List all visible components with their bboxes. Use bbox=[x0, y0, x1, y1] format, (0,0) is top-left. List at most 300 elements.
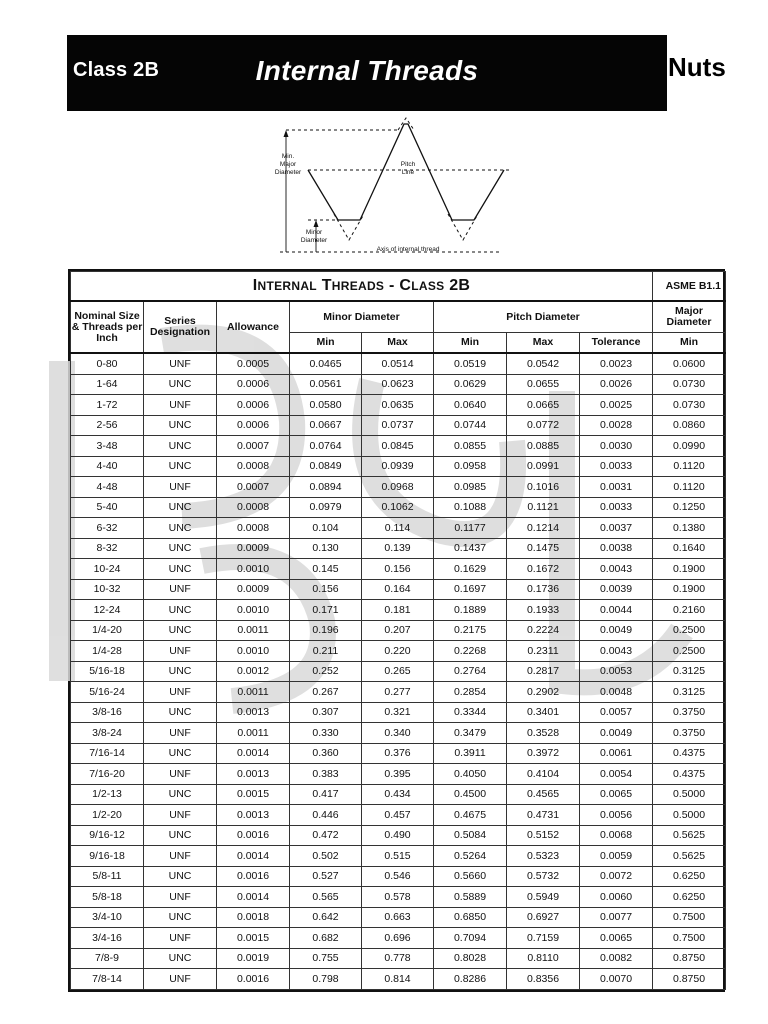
table-row bbox=[71, 518, 726, 539]
cell-minor-min: 0.527 bbox=[290, 866, 362, 887]
cell-minor-max: 0.515 bbox=[362, 846, 434, 867]
cell-pitch-max: 0.0665 bbox=[507, 395, 580, 416]
table-row bbox=[71, 887, 726, 908]
cell-tolerance: 0.0082 bbox=[580, 948, 653, 969]
cell-minor-max: 0.663 bbox=[362, 907, 434, 928]
table-row bbox=[71, 600, 726, 621]
cell-nominal-size: 9/16-12 bbox=[71, 825, 144, 846]
table-row bbox=[71, 723, 726, 744]
cell-minor-min: 0.196 bbox=[290, 620, 362, 641]
cell-tolerance: 0.0072 bbox=[580, 866, 653, 887]
minor-diameter-label-2: Diameter bbox=[300, 237, 328, 244]
cell-nominal-size: 1/4-20 bbox=[71, 620, 144, 641]
cell-series: UNC bbox=[144, 600, 217, 621]
cell-major-min: 0.6250 bbox=[653, 866, 726, 887]
cell-minor-max: 0.0623 bbox=[362, 374, 434, 395]
table-row bbox=[71, 538, 726, 559]
cell-series: UNC bbox=[144, 702, 217, 723]
table-row bbox=[71, 579, 726, 600]
cell-pitch-min: 0.2175 bbox=[434, 620, 507, 641]
cell-allowance: 0.0009 bbox=[217, 538, 290, 559]
cell-minor-min: 0.682 bbox=[290, 928, 362, 949]
cell-allowance: 0.0008 bbox=[217, 497, 290, 518]
cell-series: UNC bbox=[144, 948, 217, 969]
cell-tolerance: 0.0031 bbox=[580, 477, 653, 498]
cell-minor-min: 0.330 bbox=[290, 723, 362, 744]
cell-major-min: 0.5000 bbox=[653, 784, 726, 805]
cell-series: UNF bbox=[144, 641, 217, 662]
cell-minor-min: 0.472 bbox=[290, 825, 362, 846]
cell-pitch-max: 0.0885 bbox=[507, 436, 580, 457]
cell-tolerance: 0.0039 bbox=[580, 579, 653, 600]
cell-tolerance: 0.0048 bbox=[580, 682, 653, 703]
cell-major-min: 0.1900 bbox=[653, 579, 726, 600]
cell-tolerance: 0.0065 bbox=[580, 928, 653, 949]
cell-major-min: 0.6250 bbox=[653, 887, 726, 908]
cell-pitch-min: 0.4050 bbox=[434, 764, 507, 785]
col-header-pitch-min: Min bbox=[434, 333, 507, 354]
cell-nominal-size: 3/4-10 bbox=[71, 907, 144, 928]
minor-diameter-label-1: Minor bbox=[305, 229, 323, 236]
cell-minor-min: 0.0894 bbox=[290, 477, 362, 498]
cell-minor-min: 0.0580 bbox=[290, 395, 362, 416]
cell-minor-max: 0.778 bbox=[362, 948, 434, 969]
cell-major-min: 0.7500 bbox=[653, 928, 726, 949]
cell-pitch-min: 0.1889 bbox=[434, 600, 507, 621]
cell-pitch-min: 0.2268 bbox=[434, 641, 507, 662]
cell-tolerance: 0.0033 bbox=[580, 497, 653, 518]
cell-series: UNF bbox=[144, 579, 217, 600]
cell-tolerance: 0.0077 bbox=[580, 907, 653, 928]
cell-nominal-size: 5/16-24 bbox=[71, 682, 144, 703]
cell-pitch-max: 0.0991 bbox=[507, 456, 580, 477]
cell-pitch-max: 0.7159 bbox=[507, 928, 580, 949]
cell-allowance: 0.0005 bbox=[217, 353, 290, 374]
cell-nominal-size: 9/16-18 bbox=[71, 846, 144, 867]
cell-major-min: 0.1900 bbox=[653, 559, 726, 580]
cell-series: UNF bbox=[144, 723, 217, 744]
class-label: Class 2B bbox=[73, 59, 160, 81]
cell-series: UNC bbox=[144, 456, 217, 477]
cell-pitch-max: 0.1933 bbox=[507, 600, 580, 621]
cell-minor-max: 0.546 bbox=[362, 866, 434, 887]
major-arrowhead bbox=[284, 130, 289, 137]
pitch-line-label-2: Line bbox=[401, 169, 415, 176]
cell-tolerance: 0.0030 bbox=[580, 436, 653, 457]
cell-allowance: 0.0013 bbox=[217, 805, 290, 826]
cell-minor-min: 0.0667 bbox=[290, 415, 362, 436]
cell-minor-max: 0.0514 bbox=[362, 353, 434, 374]
col-header-pitch-diameter: Pitch Diameter bbox=[434, 301, 653, 333]
cell-allowance: 0.0014 bbox=[217, 846, 290, 867]
thread-profile-diagram bbox=[268, 112, 518, 260]
cell-pitch-min: 0.5889 bbox=[434, 887, 507, 908]
cell-major-min: 0.0730 bbox=[653, 395, 726, 416]
cell-pitch-min: 0.5084 bbox=[434, 825, 507, 846]
cell-nominal-size: 1/2-13 bbox=[71, 784, 144, 805]
cell-minor-min: 0.104 bbox=[290, 518, 362, 539]
cell-tolerance: 0.0061 bbox=[580, 743, 653, 764]
cell-allowance: 0.0014 bbox=[217, 887, 290, 908]
cell-allowance: 0.0016 bbox=[217, 825, 290, 846]
col-header-pitch-max: Max bbox=[507, 333, 580, 354]
cell-nominal-size: 3-48 bbox=[71, 436, 144, 457]
cell-minor-max: 0.696 bbox=[362, 928, 434, 949]
cell-major-min: 0.2500 bbox=[653, 620, 726, 641]
cell-major-min: 0.3750 bbox=[653, 702, 726, 723]
cell-nominal-size: 1/2-20 bbox=[71, 805, 144, 826]
table-row bbox=[71, 928, 726, 949]
cell-minor-min: 0.755 bbox=[290, 948, 362, 969]
cell-minor-max: 0.321 bbox=[362, 702, 434, 723]
axis-label: Axis of internal thread bbox=[376, 246, 440, 253]
table-row bbox=[71, 641, 726, 662]
minor-arrowhead bbox=[314, 220, 319, 227]
cell-major-min: 0.5000 bbox=[653, 805, 726, 826]
cell-allowance: 0.0012 bbox=[217, 661, 290, 682]
cell-allowance: 0.0013 bbox=[217, 764, 290, 785]
cell-major-min: 0.0600 bbox=[653, 353, 726, 374]
cell-nominal-size: 8-32 bbox=[71, 538, 144, 559]
cell-major-min: 0.5625 bbox=[653, 825, 726, 846]
cell-pitch-min: 0.8028 bbox=[434, 948, 507, 969]
cell-nominal-size: 3/8-16 bbox=[71, 702, 144, 723]
cell-pitch-min: 0.6850 bbox=[434, 907, 507, 928]
table-row bbox=[71, 374, 726, 395]
cell-tolerance: 0.0057 bbox=[580, 702, 653, 723]
cell-pitch-max: 0.1214 bbox=[507, 518, 580, 539]
cell-tolerance: 0.0049 bbox=[580, 620, 653, 641]
cell-minor-max: 0.139 bbox=[362, 538, 434, 559]
cell-nominal-size: 3/8-24 bbox=[71, 723, 144, 744]
cell-pitch-min: 0.8286 bbox=[434, 969, 507, 990]
col-header-minor-max: Max bbox=[362, 333, 434, 354]
cell-tolerance: 0.0038 bbox=[580, 538, 653, 559]
cell-major-min: 0.3750 bbox=[653, 723, 726, 744]
cell-allowance: 0.0008 bbox=[217, 518, 290, 539]
table-row bbox=[71, 415, 726, 436]
cell-major-min: 0.1250 bbox=[653, 497, 726, 518]
cell-major-min: 0.7500 bbox=[653, 907, 726, 928]
cell-nominal-size: 4-40 bbox=[71, 456, 144, 477]
cell-nominal-size: 5/8-18 bbox=[71, 887, 144, 908]
thread-table-container bbox=[68, 269, 725, 992]
table-row bbox=[71, 620, 726, 641]
cell-minor-max: 0.181 bbox=[362, 600, 434, 621]
cell-pitch-max: 0.1672 bbox=[507, 559, 580, 580]
cell-major-min: 0.0990 bbox=[653, 436, 726, 457]
cell-pitch-min: 0.5264 bbox=[434, 846, 507, 867]
col-header-major-min: Min bbox=[653, 333, 726, 354]
cell-nominal-size: 1-72 bbox=[71, 395, 144, 416]
cell-pitch-max: 0.1121 bbox=[507, 497, 580, 518]
cell-series: UNF bbox=[144, 846, 217, 867]
cell-allowance: 0.0016 bbox=[217, 969, 290, 990]
cell-series: UNF bbox=[144, 969, 217, 990]
col-header-nominal: Nominal Size & Threads per Inch bbox=[71, 301, 144, 353]
cell-minor-min: 0.383 bbox=[290, 764, 362, 785]
table-row bbox=[71, 682, 726, 703]
table-row bbox=[71, 825, 726, 846]
page-title: Internal Threads bbox=[255, 55, 479, 86]
cell-pitch-min: 0.7094 bbox=[434, 928, 507, 949]
cell-series: UNC bbox=[144, 825, 217, 846]
cell-minor-min: 0.0465 bbox=[290, 353, 362, 374]
cell-nominal-size: 0-80 bbox=[71, 353, 144, 374]
cell-pitch-min: 0.1177 bbox=[434, 518, 507, 539]
cell-tolerance: 0.0043 bbox=[580, 559, 653, 580]
cell-pitch-max: 0.1736 bbox=[507, 579, 580, 600]
cell-series: UNC bbox=[144, 620, 217, 641]
cell-major-min: 0.0730 bbox=[653, 374, 726, 395]
cell-pitch-max: 0.8110 bbox=[507, 948, 580, 969]
cell-tolerance: 0.0054 bbox=[580, 764, 653, 785]
cell-tolerance: 0.0026 bbox=[580, 374, 653, 395]
cell-pitch-max: 0.5152 bbox=[507, 825, 580, 846]
cell-tolerance: 0.0049 bbox=[580, 723, 653, 744]
table-row bbox=[71, 436, 726, 457]
header-bar bbox=[67, 35, 667, 111]
cell-major-min: 0.4375 bbox=[653, 764, 726, 785]
cell-major-min: 0.0860 bbox=[653, 415, 726, 436]
cell-series: UNC bbox=[144, 866, 217, 887]
cell-pitch-max: 0.3972 bbox=[507, 743, 580, 764]
cell-minor-min: 0.156 bbox=[290, 579, 362, 600]
cell-pitch-min: 0.0519 bbox=[434, 353, 507, 374]
cell-tolerance: 0.0043 bbox=[580, 641, 653, 662]
col-header-minor-min: Min bbox=[290, 333, 362, 354]
cell-series: UNC bbox=[144, 436, 217, 457]
cell-pitch-min: 0.4675 bbox=[434, 805, 507, 826]
cell-allowance: 0.0006 bbox=[217, 374, 290, 395]
cell-series: UNC bbox=[144, 415, 217, 436]
cell-pitch-max: 0.0655 bbox=[507, 374, 580, 395]
cell-major-min: 0.1120 bbox=[653, 477, 726, 498]
cell-series: UNF bbox=[144, 395, 217, 416]
cell-tolerance: 0.0070 bbox=[580, 969, 653, 990]
cell-minor-max: 0.490 bbox=[362, 825, 434, 846]
cell-nominal-size: 12-24 bbox=[71, 600, 144, 621]
cell-major-min: 0.3125 bbox=[653, 682, 726, 703]
cell-pitch-min: 0.2854 bbox=[434, 682, 507, 703]
cell-pitch-min: 0.3911 bbox=[434, 743, 507, 764]
cell-pitch-max: 0.1016 bbox=[507, 477, 580, 498]
cell-pitch-max: 0.5949 bbox=[507, 887, 580, 908]
table-row bbox=[71, 846, 726, 867]
table-row bbox=[71, 743, 726, 764]
cell-major-min: 0.8750 bbox=[653, 948, 726, 969]
cell-allowance: 0.0010 bbox=[217, 600, 290, 621]
cell-pitch-min: 0.5660 bbox=[434, 866, 507, 887]
table-row bbox=[71, 559, 726, 580]
cell-minor-min: 0.502 bbox=[290, 846, 362, 867]
cell-series: UNC bbox=[144, 784, 217, 805]
table-row bbox=[71, 948, 726, 969]
cell-series: UNF bbox=[144, 928, 217, 949]
cell-pitch-min: 0.0855 bbox=[434, 436, 507, 457]
cell-pitch-max: 0.2311 bbox=[507, 641, 580, 662]
root-dashed-left bbox=[334, 214, 364, 240]
cell-tolerance: 0.0065 bbox=[580, 784, 653, 805]
cell-minor-max: 0.0845 bbox=[362, 436, 434, 457]
cell-tolerance: 0.0068 bbox=[580, 825, 653, 846]
cell-minor-min: 0.267 bbox=[290, 682, 362, 703]
cell-minor-max: 0.434 bbox=[362, 784, 434, 805]
cell-tolerance: 0.0037 bbox=[580, 518, 653, 539]
cell-pitch-max: 0.3528 bbox=[507, 723, 580, 744]
pitch-line-label-1: Pitch bbox=[400, 161, 416, 168]
cell-series: UNC bbox=[144, 538, 217, 559]
col-header-allowance: Allowance bbox=[217, 301, 290, 353]
section-label: Nuts bbox=[668, 52, 726, 82]
cell-major-min: 0.2160 bbox=[653, 600, 726, 621]
cell-series: UNF bbox=[144, 353, 217, 374]
cell-minor-min: 0.145 bbox=[290, 559, 362, 580]
cell-tolerance: 0.0053 bbox=[580, 661, 653, 682]
cell-nominal-size: 5/16-18 bbox=[71, 661, 144, 682]
major-diameter-label-3: Diameter bbox=[274, 169, 302, 176]
cell-minor-max: 0.277 bbox=[362, 682, 434, 703]
cell-pitch-max: 0.5732 bbox=[507, 866, 580, 887]
cell-allowance: 0.0019 bbox=[217, 948, 290, 969]
cell-pitch-min: 0.3479 bbox=[434, 723, 507, 744]
cell-minor-min: 0.0979 bbox=[290, 497, 362, 518]
cell-nominal-size: 1/4-28 bbox=[71, 641, 144, 662]
cell-allowance: 0.0008 bbox=[217, 456, 290, 477]
col-header-major-diameter: Major Diameter bbox=[653, 301, 726, 333]
table-row bbox=[71, 661, 726, 682]
table-row bbox=[71, 764, 726, 785]
cell-allowance: 0.0007 bbox=[217, 477, 290, 498]
col-header-series: Series Designation bbox=[144, 301, 217, 353]
cell-series: UNC bbox=[144, 661, 217, 682]
cell-allowance: 0.0018 bbox=[217, 907, 290, 928]
cell-nominal-size: 10-32 bbox=[71, 579, 144, 600]
cell-pitch-min: 0.1629 bbox=[434, 559, 507, 580]
cell-series: UNC bbox=[144, 743, 217, 764]
cell-minor-min: 0.130 bbox=[290, 538, 362, 559]
cell-series: UNC bbox=[144, 497, 217, 518]
cell-nominal-size: 2-56 bbox=[71, 415, 144, 436]
cell-pitch-min: 0.0744 bbox=[434, 415, 507, 436]
cell-allowance: 0.0015 bbox=[217, 928, 290, 949]
cell-minor-max: 0.265 bbox=[362, 661, 434, 682]
table-row bbox=[71, 395, 726, 416]
cell-major-min: 0.8750 bbox=[653, 969, 726, 990]
cell-series: UNF bbox=[144, 887, 217, 908]
cell-series: UNC bbox=[144, 374, 217, 395]
cell-pitch-min: 0.4500 bbox=[434, 784, 507, 805]
table-row bbox=[71, 456, 726, 477]
cell-minor-max: 0.1062 bbox=[362, 497, 434, 518]
cell-minor-max: 0.457 bbox=[362, 805, 434, 826]
table-row bbox=[71, 497, 726, 518]
cell-tolerance: 0.0060 bbox=[580, 887, 653, 908]
cell-pitch-min: 0.1437 bbox=[434, 538, 507, 559]
cell-pitch-min: 0.1697 bbox=[434, 579, 507, 600]
cell-minor-min: 0.798 bbox=[290, 969, 362, 990]
cell-tolerance: 0.0023 bbox=[580, 353, 653, 374]
cell-minor-max: 0.220 bbox=[362, 641, 434, 662]
cell-pitch-max: 0.0772 bbox=[507, 415, 580, 436]
cell-minor-max: 0.207 bbox=[362, 620, 434, 641]
cell-series: UNF bbox=[144, 764, 217, 785]
cell-pitch-max: 0.8356 bbox=[507, 969, 580, 990]
cell-minor-max: 0.0635 bbox=[362, 395, 434, 416]
table-row bbox=[71, 805, 726, 826]
table-body bbox=[71, 353, 726, 989]
cell-minor-min: 0.307 bbox=[290, 702, 362, 723]
cell-nominal-size: 7/16-14 bbox=[71, 743, 144, 764]
cell-minor-min: 0.565 bbox=[290, 887, 362, 908]
cell-pitch-max: 0.2817 bbox=[507, 661, 580, 682]
col-header-minor-diameter: Minor Diameter bbox=[290, 301, 434, 333]
cell-nominal-size: 5/8-11 bbox=[71, 866, 144, 887]
cell-minor-min: 0.0764 bbox=[290, 436, 362, 457]
cell-nominal-size: 3/4-16 bbox=[71, 928, 144, 949]
major-diameter-label-2: Major bbox=[279, 161, 297, 168]
cell-tolerance: 0.0025 bbox=[580, 395, 653, 416]
col-header-pitch-tolerance: Tolerance bbox=[580, 333, 653, 354]
cell-allowance: 0.0011 bbox=[217, 682, 290, 703]
cell-allowance: 0.0014 bbox=[217, 743, 290, 764]
cell-minor-min: 0.171 bbox=[290, 600, 362, 621]
table-row bbox=[71, 969, 726, 990]
cell-major-min: 0.3125 bbox=[653, 661, 726, 682]
cell-pitch-max: 0.4731 bbox=[507, 805, 580, 826]
cell-pitch-max: 0.2224 bbox=[507, 620, 580, 641]
cell-minor-min: 0.0561 bbox=[290, 374, 362, 395]
cell-minor-max: 0.376 bbox=[362, 743, 434, 764]
cell-minor-min: 0.211 bbox=[290, 641, 362, 662]
cell-tolerance: 0.0059 bbox=[580, 846, 653, 867]
cell-minor-min: 0.360 bbox=[290, 743, 362, 764]
cell-pitch-min: 0.0629 bbox=[434, 374, 507, 395]
cell-tolerance: 0.0033 bbox=[580, 456, 653, 477]
standard-label: ASME B1.1 bbox=[653, 272, 726, 302]
cell-minor-max: 0.814 bbox=[362, 969, 434, 990]
cell-minor-max: 0.395 bbox=[362, 764, 434, 785]
cell-allowance: 0.0010 bbox=[217, 641, 290, 662]
cell-minor-max: 0.0737 bbox=[362, 415, 434, 436]
cell-nominal-size: 5-40 bbox=[71, 497, 144, 518]
cell-allowance: 0.0013 bbox=[217, 702, 290, 723]
cell-pitch-min: 0.1088 bbox=[434, 497, 507, 518]
cell-allowance: 0.0009 bbox=[217, 579, 290, 600]
cell-allowance: 0.0006 bbox=[217, 415, 290, 436]
cell-nominal-size: 10-24 bbox=[71, 559, 144, 580]
table-row bbox=[71, 353, 726, 374]
cell-pitch-min: 0.2764 bbox=[434, 661, 507, 682]
cell-series: UNC bbox=[144, 907, 217, 928]
cell-pitch-max: 0.1475 bbox=[507, 538, 580, 559]
cell-nominal-size: 6-32 bbox=[71, 518, 144, 539]
cell-minor-max: 0.114 bbox=[362, 518, 434, 539]
cell-pitch-max: 0.3401 bbox=[507, 702, 580, 723]
cell-pitch-max: 0.4565 bbox=[507, 784, 580, 805]
cell-pitch-min: 0.0640 bbox=[434, 395, 507, 416]
cell-tolerance: 0.0028 bbox=[580, 415, 653, 436]
cell-minor-min: 0.446 bbox=[290, 805, 362, 826]
cell-allowance: 0.0010 bbox=[217, 559, 290, 580]
cell-major-min: 0.1640 bbox=[653, 538, 726, 559]
table-row bbox=[71, 784, 726, 805]
cell-series: UNC bbox=[144, 559, 217, 580]
major-diameter-label-1: Min. bbox=[281, 153, 295, 160]
root-dashed-right bbox=[448, 214, 478, 240]
cell-allowance: 0.0016 bbox=[217, 866, 290, 887]
table-row bbox=[71, 866, 726, 887]
